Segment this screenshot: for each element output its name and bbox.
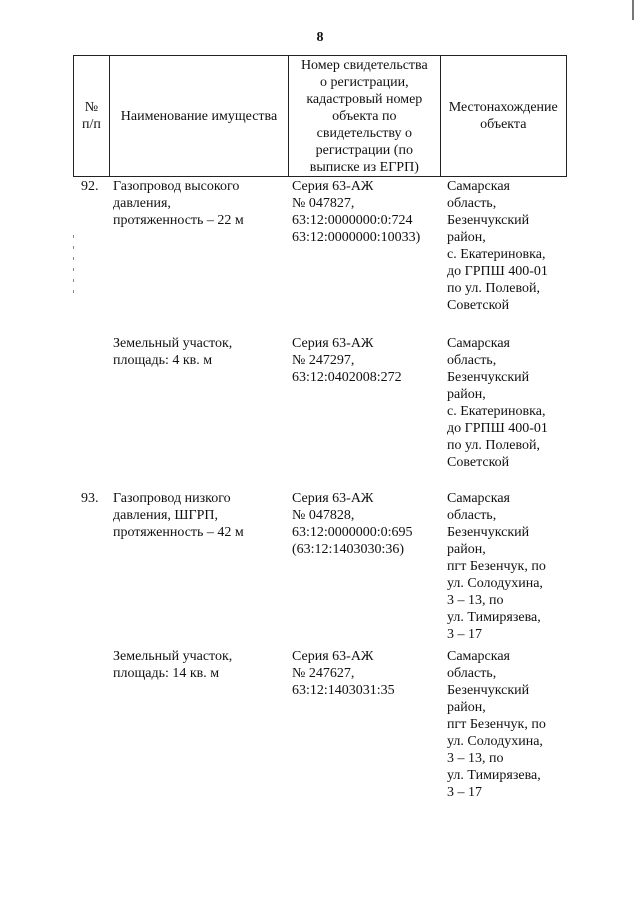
row-location: Самарская область, Безенчукский район, с. Екатериновка, до ГРПШ 400-01 по ул. Полевой, Советской: [447, 179, 548, 313]
row-num: 93.: [81, 491, 99, 506]
row-num: 92.: [81, 179, 99, 194]
row-location: Самарская область, Безенчукский район, пгт Безенчук, по ул. Солодухина, 3 – 13, по ул. Тимирязева, 3 – 17: [447, 649, 546, 800]
row-name: Газопровод высокого давления, протяженность – 22 м: [113, 179, 244, 228]
margin-dot: [73, 290, 74, 293]
row-location: Самарская область, Безенчукский район, с. Екатериновка, до ГРПШ 400-01 по ул. Полевой, Советской: [447, 336, 548, 470]
row-cert: Серия 63-АЖ № 247297, 63:12:0402008:272: [292, 336, 402, 385]
row-name: Земельный участок, площадь: 14 кв. м: [113, 649, 233, 681]
header-num: № п/п: [82, 100, 101, 132]
header-cert-cell: [289, 56, 440, 176]
header-location: Местонахождение объекта: [448, 100, 558, 132]
header-location-cell: [441, 56, 566, 176]
margin-dot: [73, 268, 74, 271]
header-num-cell: [74, 56, 110, 176]
scan-mark: [632, 0, 634, 20]
table-header: [73, 55, 567, 177]
margin-dot: [73, 257, 74, 260]
margin-dots: [73, 235, 77, 301]
header-name-cell: [110, 56, 289, 176]
row-cert: Серия 63-АЖ № 047827, 63:12:0000000:0:724 63:12:0000000:10033): [292, 179, 421, 245]
header-cert: Номер свидетельства о регистрации, кадастровый номер объекта по свидетельству о регистрации (по выписке из ЕГРП): [300, 57, 428, 175]
header-name: Наименование имущества: [120, 108, 278, 124]
row-location: Самарская область, Безенчукский район, пгт Безенчук, по ул. Солодухина, 3 – 13, по ул. Тимирязева, 3 – 17: [447, 491, 546, 642]
margin-dot: [73, 246, 74, 249]
row-cert: Серия 63-АЖ № 047828, 63:12:0000000:0:695 (63:12:1403030:36): [292, 491, 413, 557]
margin-dot: [73, 279, 74, 282]
row-name: Газопровод низкого давления, ШГРП, протяженность – 42 м: [113, 491, 244, 540]
row-cert: Серия 63-АЖ № 247627, 63:12:1403031:35: [292, 649, 395, 698]
margin-dot: [73, 235, 74, 238]
row-name: Земельный участок, площадь: 4 кв. м: [113, 336, 233, 368]
page-number: 8: [316, 30, 324, 45]
